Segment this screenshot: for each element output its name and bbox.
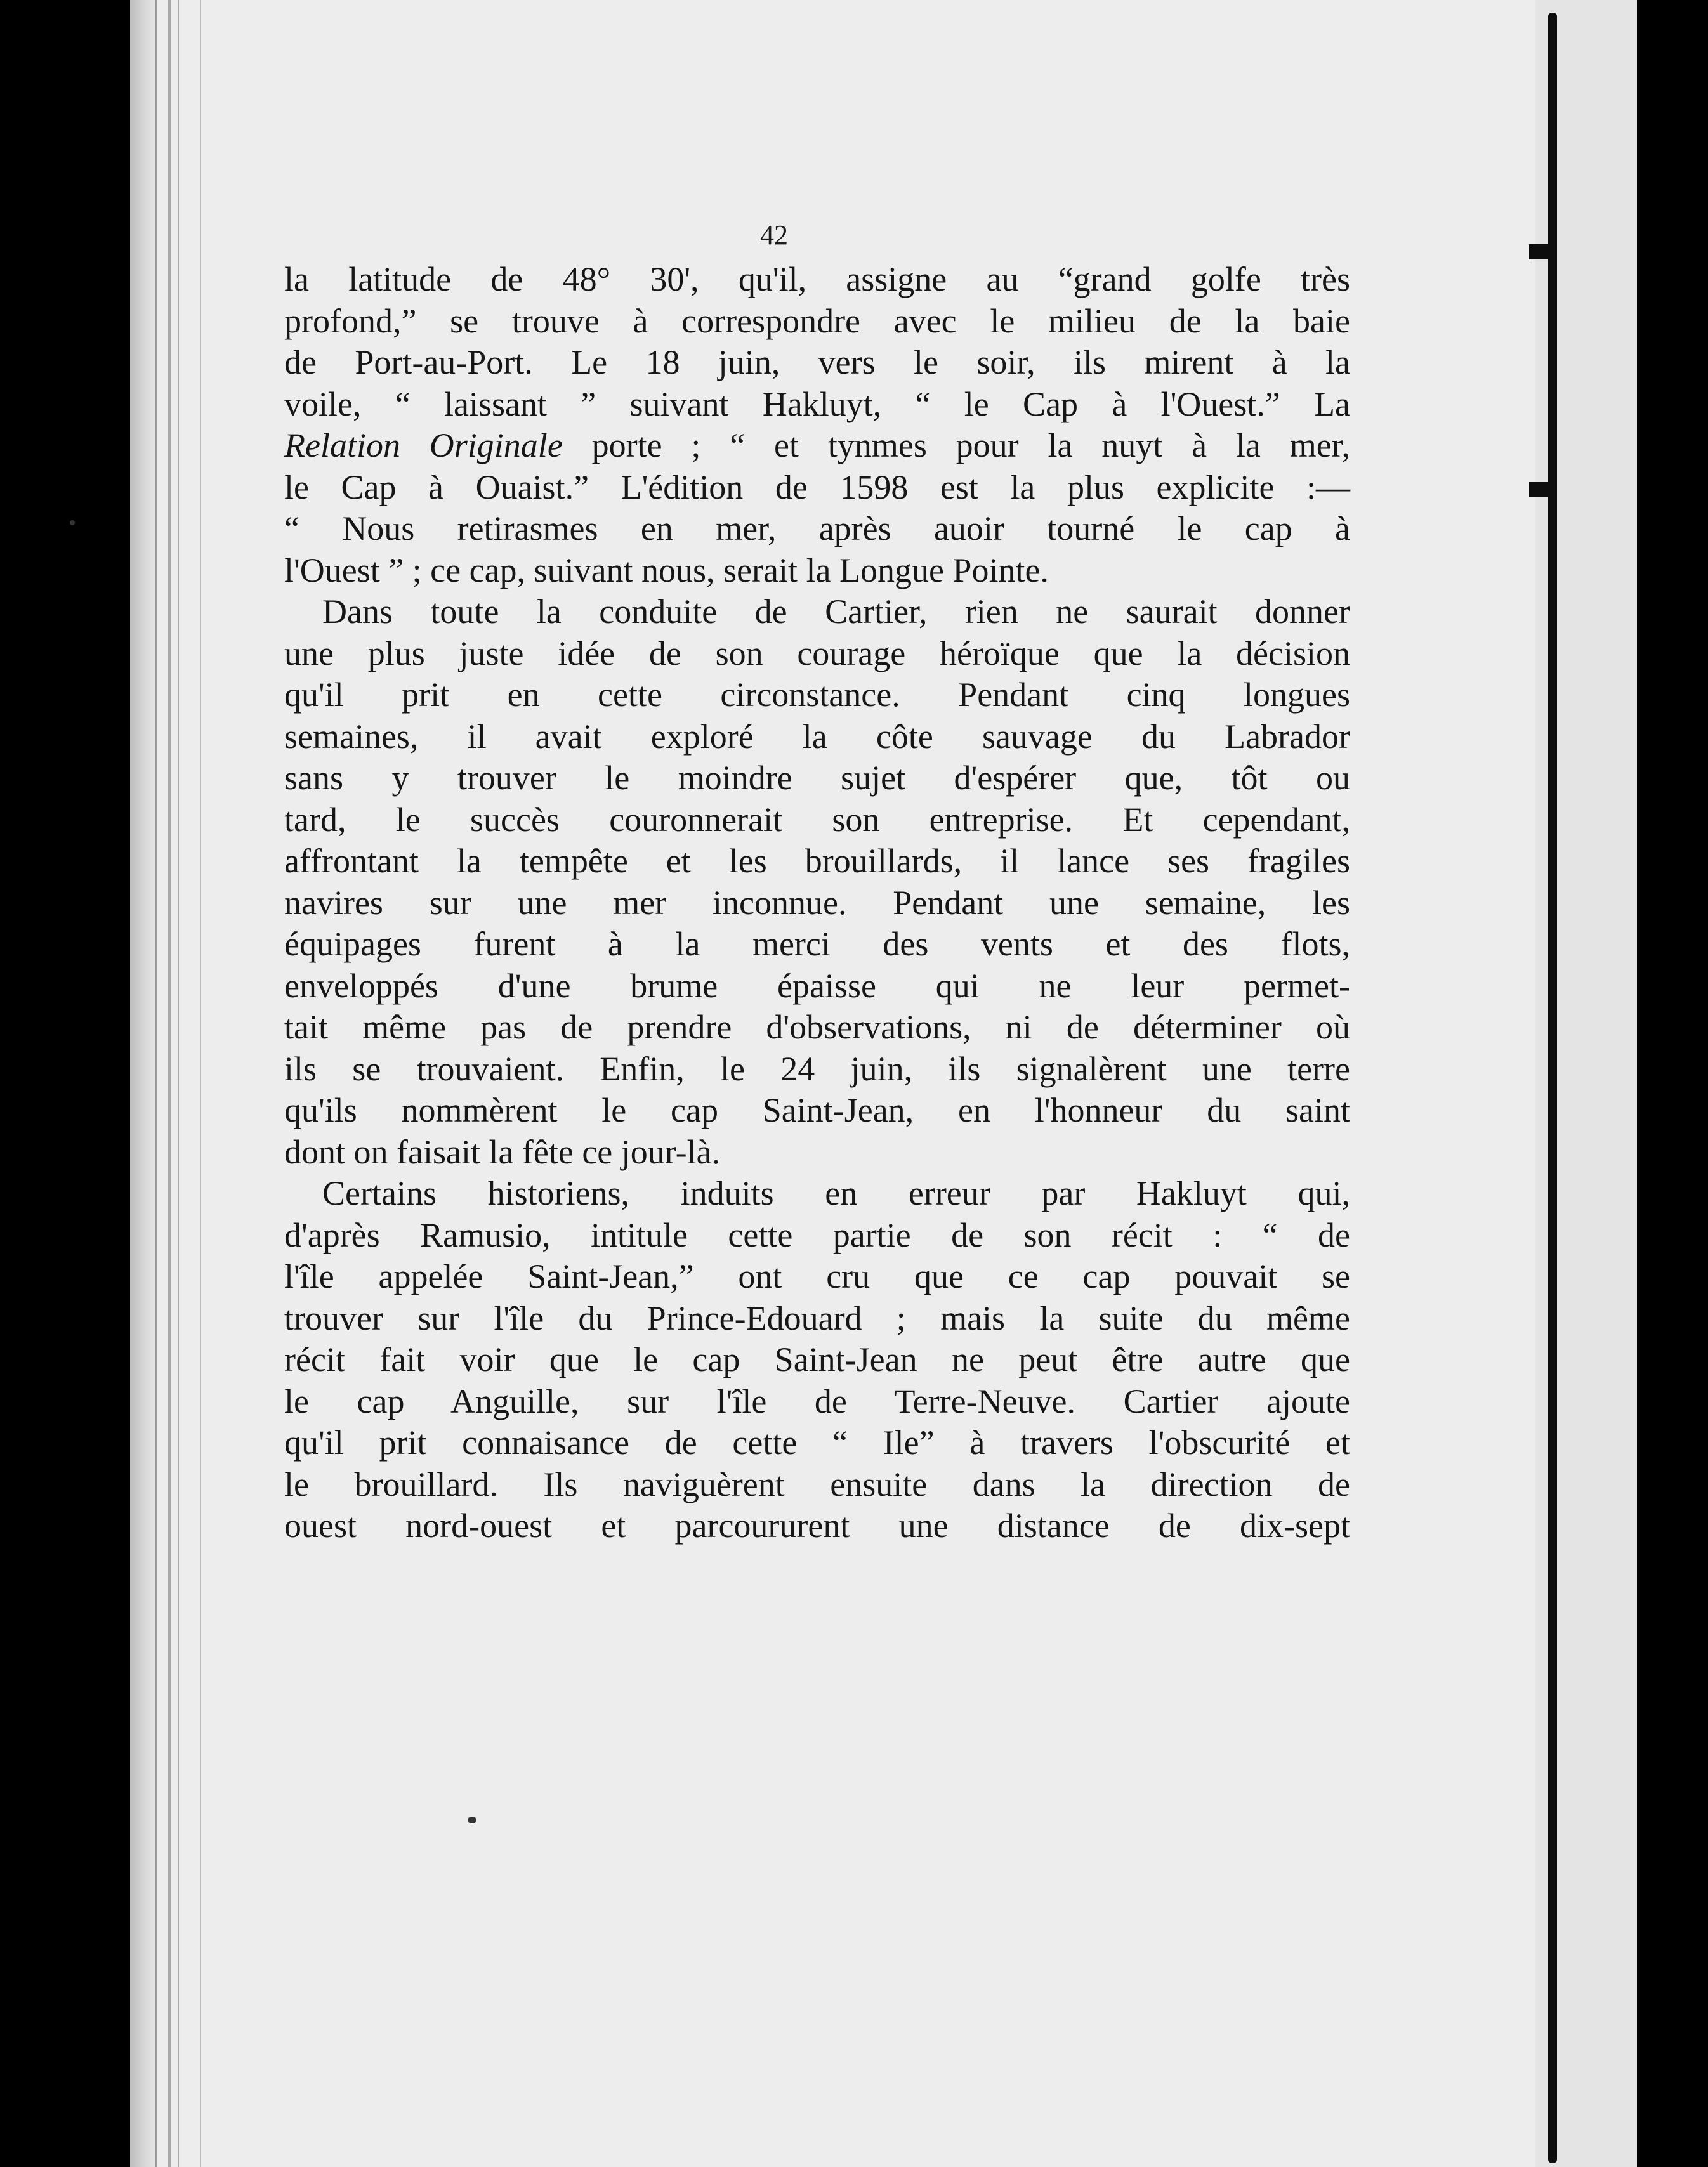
text-line: qu'ils nommèrent le cap Saint-Jean, en l'honneur du saint [284, 1091, 1350, 1129]
text-line: l'Ouest ” ; ce cap, suivant nous, serait la Longue Pointe. [284, 551, 1049, 589]
text-line: ouest nord-ouest et parcoururent une distance de dix-sept [284, 1507, 1350, 1545]
page-right-edge [1535, 0, 1637, 2167]
text-line: Dans toute la conduite de Cartier, rien ne saurait donner [322, 592, 1350, 631]
text-line: navires sur une mer inconnue. Pendant une semaine, les [284, 883, 1350, 922]
spine-line [168, 0, 171, 2167]
text-line: ils se trouvaient. Enfin, le 24 juin, ils signalèrent une terre [284, 1049, 1350, 1088]
spine-line [200, 0, 201, 2167]
text-line: le cap Anguille, sur l'île de Terre-Neuve. Cartier ajoute [284, 1382, 1350, 1420]
text-line: la latitude de 48° 30', qu'il, assigne au “grand golfe très [284, 260, 1350, 298]
text-line: affrontant la tempête et les brouillards, il lance ses fragiles [284, 842, 1350, 880]
text-line: Certains historiens, induits en erreur par Hakluyt qui, [322, 1174, 1350, 1212]
text-line: trouver sur l'île du Prince-Edouard ; mais la suite du même [284, 1299, 1350, 1337]
text-line: qu'il prit connaisance de cette “ Ile” à travers l'obscurité et [284, 1424, 1350, 1462]
text-line: récit fait voir que le cap Saint-Jean ne peut être autre que [284, 1340, 1350, 1378]
ink-speck [468, 1817, 476, 1823]
text-line: d'après Ramusio, intitule cette partie de son récit : “ de [284, 1215, 1350, 1254]
text-line: sans y trouver le moindre sujet d'espérer que, tôt ou [284, 759, 1350, 797]
ink-speck [70, 520, 75, 525]
text-line: qu'il prit en cette circonstance. Pendant cinq longues [284, 676, 1350, 714]
text-fragment: porte ; “ et tynmes pour la nuyt à la mer, [591, 426, 1351, 464]
body-text [284, 259, 1350, 1547]
right-border-tab [1529, 244, 1554, 259]
text-line: une plus juste idée de son courage héroïque que la décision [284, 634, 1350, 672]
text-line: le Cap à Ouaist.” L'édition de 1598 est la plus explicite :— [284, 468, 1350, 506]
paragraph [284, 591, 1350, 1173]
text-line: profond,” se trouve à correspondre avec le milieu de la baie [284, 301, 1350, 340]
text-line: semaines, il avait exploré la côte sauvage du Labrador [284, 717, 1350, 756]
paragraph [284, 1173, 1350, 1547]
italic-title: Relation Originale [284, 426, 563, 464]
text-line: l'île appelée Saint-Jean,” ont cru que ce cap pouvait se [284, 1257, 1350, 1295]
paragraph [284, 259, 1350, 591]
page-spine-shadow [130, 0, 157, 2167]
spine-line [178, 0, 179, 2167]
page-number: 42 [760, 219, 788, 251]
right-border-rule [1548, 13, 1557, 2163]
text-line: dont on faisait la fête ce jour-là. [284, 1132, 721, 1171]
text-line: voile, “ laissant ” suivant Hakluyt, “ le Cap à l'Ouest.” La [284, 384, 1350, 423]
text-line [284, 425, 1350, 467]
text-line: tard, le succès couronnerait son entreprise. Et cependant, [284, 800, 1350, 839]
text-line: “ Nous retirasmes en mer, après auoir tourné le cap à [284, 509, 1350, 547]
right-border-tab [1529, 482, 1554, 497]
text-line: de Port-au-Port. Le 18 juin, vers le soir, ils mirent à la [284, 343, 1350, 381]
text-line: équipages furent à la merci des vents et des flots, [284, 925, 1350, 963]
text-line: le brouillard. Ils naviguèrent ensuite dans la direction de [284, 1465, 1350, 1503]
text-line: enveloppés d'une brume épaisse qui ne leur permet- [284, 966, 1350, 1005]
text-line: tait même pas de prendre d'observations, ni de déterminer où [284, 1008, 1350, 1046]
